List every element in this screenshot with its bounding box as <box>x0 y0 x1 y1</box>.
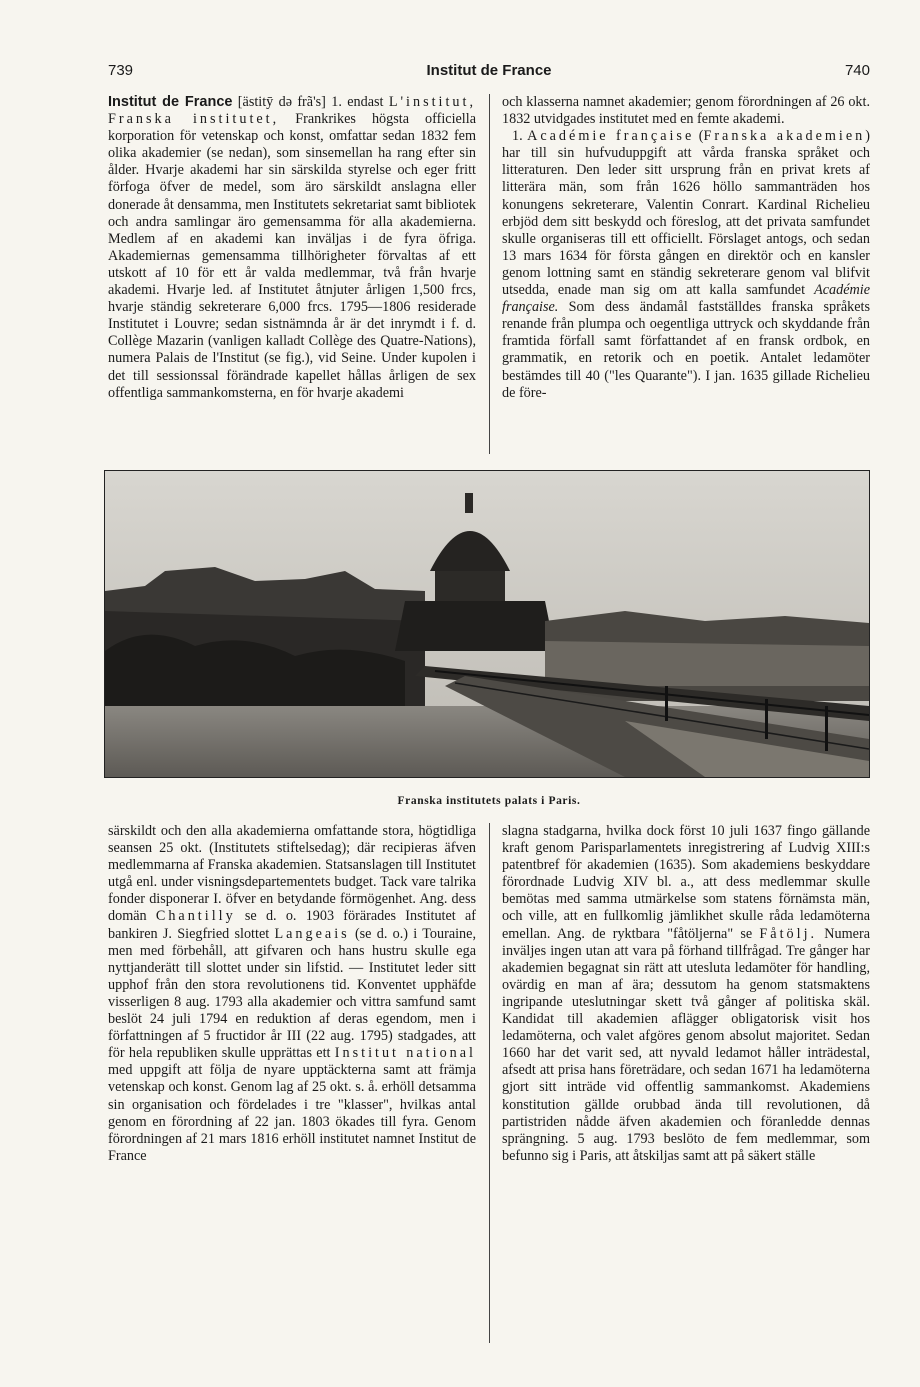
spaced-term: Franska akademien <box>703 128 866 145</box>
italic-term: Académie française. <box>502 282 870 316</box>
figure-photograph <box>104 470 870 778</box>
running-head <box>108 62 870 82</box>
page-number-left: 739 <box>108 62 134 79</box>
section-number: 1. <box>512 128 528 145</box>
body-text: Numera inväljes ingen utan att vara på förhand tillfrågad. Tre gånger har akademien begagnat sin rätt att utesluta ledamöter för handling, ovärdig en man af ära; dessutom ha genom statsmaktens ingripande uteslutningar skett två gånger af politiska skäl. Kandidat till akademien aflägger obligatorisk visit hos ledamöterna, och valet afgöres genom absolut majoritet. Sedan 1660 har det varit sed, att nyvald ledamot håller inträdestal, afsedt att prisa hans företrädare, och sedan 1671 ha ledamöterna gjort sitt inträde vid offentlig sammankomst. Akademiens konstitution gällde orubbad ända till revolutionen, då partistriden nådde äfven akademien och föranledde dennas sprängning. 5 aug. 1793 beslöto de fem medlemmar, som befunno sig i Paris, att åtskiljas samt att på säkert ställe <box>502 925 870 1164</box>
column-rule <box>489 94 490 454</box>
spaced-term: Chantilly <box>155 908 236 925</box>
figure-caption: Franska institutets palats i Paris. <box>397 795 581 807</box>
body-text: ( <box>694 128 704 145</box>
top-right-column <box>502 94 870 454</box>
body-text: (se d. o.) i Touraine, men med förbehåll, att gifvaren och hans hustru skulle ega nyttjanderätt till slottet under sin lifstid. — Institutet leder sitt upphof från den stora revolutionens tid. Konventet upphäfde visserligen 8 aug. 1793 alla akademier och vittra samfund samt beslöt 24 juli 1794 en reduktion af deras egendom, men i författningen af 5 fructidor år III (22 aug. 1795) stadgades, att för hela republiken skulle upprättas ett <box>108 925 476 1062</box>
top-left-column <box>108 94 476 454</box>
palace-photograph <box>105 471 869 777</box>
body-text: och klasserna namnet akademier; genom förordningen af 26 okt. 1832 utvidgades institutet med en femte akademi. <box>502 94 870 128</box>
top-columns <box>108 94 870 454</box>
spaced-term: L'institut, Franska institutet, <box>108 94 476 128</box>
body-text: ) har till sin hufvuduppgift att vårda franska språket och litteraturen. Den leder sitt ursprung från en privat krets af litterära män, som från 1626 höllo sammanträden hos konungens sekreterare, Valentin Conrart. Kardinal Richelieu erbjöd dem sitt beskydd och föreslog, att det privata samfundet skulle organiseras till ett officiellt. Förslaget antogs, och sedan 13 mars 1634 för första gången en direktör och en kansler genom lottning samt en ständig sekreterare genom val blifvit utsedda, enade man sig om att kalla samfundet <box>502 128 870 299</box>
body-text: med uppgift att följa de nyare upptäckterna samt att främja vetenskap och konst. Genom lag af 25 okt. s. å. erhöll detsamma sin organisation och fördelades i tre "klasser", hvilkas antal genom en förordning af 22 jan. 1803 ökades till fyra. Genom förordningen af 21 mars 1816 erhöll institutet namnet Institut de France <box>108 1062 476 1164</box>
body-text: slagna stadgarna, hvilka dock först 10 juli 1637 fingo gällande kraft genom Parisparlamentets inregistrering af Ludvig XIII:s patentbref för akademien (1635). Som akademiens beskyddare förordnade Ludvig XIV bl. a., att dess medlemmar skulle bemötas med samma utmärkelse som statens förnämsta män, och ville, att en fullkomlig jämlikhet skulle råda ledamöterna emellan. Ang. de ryktbara "fåtöljerna" se <box>502 823 870 942</box>
bottom-left-column <box>108 823 476 1343</box>
body-text: Frankrikes högsta officiella korporation för vetenskap och konst, omfattar sedan 1832 fem olika akademier (se nedan), som sinsemellan ha rang efter sin ålder. Hvarje akademi har sin särskilda styrelse och eger fritt förfoga öfver de medel, som äro särskildt anslagna eller donerade åt densamma, men Institutets sekretariat samt bibliotek och andra samlingar äro gemensamma för alla akademierna. Medlem af en akademi kan inväljas i de fyra öfriga. Akademiernas gemensamma tillhörigheter förvaltas af ett utskott af 10 för ett år valda medlemmar, två från hvarje akademi. Hvarje led. af Institutet åtnjuter årligen 1,500 frcs, hvarje ständig sekreterare 6,000 frcs. 1795—1806 residerade Institutet i Louvre; sedan sistnämnda år är det inrymdt i f. d. Collège Mazarin (vanligen kalladt Collège des Quatre-Nations), numera Palais de l'Institut (se fig.), vid Seine. Under kupolen i det till sessionssal förändrade kapellet hållas årligen de sex offentliga sammankomsterna, en för hvarje akademi <box>108 111 476 401</box>
headword: Institut de France <box>108 94 233 110</box>
bottom-right-column <box>502 823 870 1343</box>
spaced-term: Fåtölj. <box>759 925 818 942</box>
body-text: se d. o. 1903 förärades Institutet af bankiren J. Siegfried slottet <box>108 908 476 942</box>
column-rule <box>489 823 490 1343</box>
page-title: Institut de France <box>426 62 552 79</box>
paragraph <box>108 823 476 1165</box>
spaced-term: Académie française <box>527 128 695 145</box>
paragraph <box>502 94 870 128</box>
paragraph <box>108 94 476 402</box>
spaced-term: Langeais <box>274 925 350 942</box>
body-text: särskildt och den alla akademierna omfattande stora, högtidliga seansen 25 okt. (Institutets stiftelsedag); där recipieras äfven medlemmarna af Franska akademien. Statsanslagen till Institutet utgå enl. under visningsdepartementets budget. Tack vare talrika fonder disponerar I. öfver en betydande förmögenhet. Ang. dess domän <box>108 823 476 925</box>
bottom-columns <box>108 823 870 1343</box>
body-text: Som dess ändamål fastställdes franska språkets renande från plumpa och oegentliga uttryck och skyddande från framtida förfall samt författandet af en fransk ordbok, en grammatik, en retorik och en poetik. Antalet ledamöter bestämdes till 40 ("les Quarante"). I jan. 1635 gillade Richelieu de före- <box>502 299 870 401</box>
page-number-right: 740 <box>844 62 870 79</box>
pronunciation: [ästitȳ də frã's] 1. endast <box>232 94 389 110</box>
paragraph <box>502 128 870 402</box>
paragraph <box>502 823 870 1165</box>
spaced-term: Institut national <box>334 1045 476 1062</box>
